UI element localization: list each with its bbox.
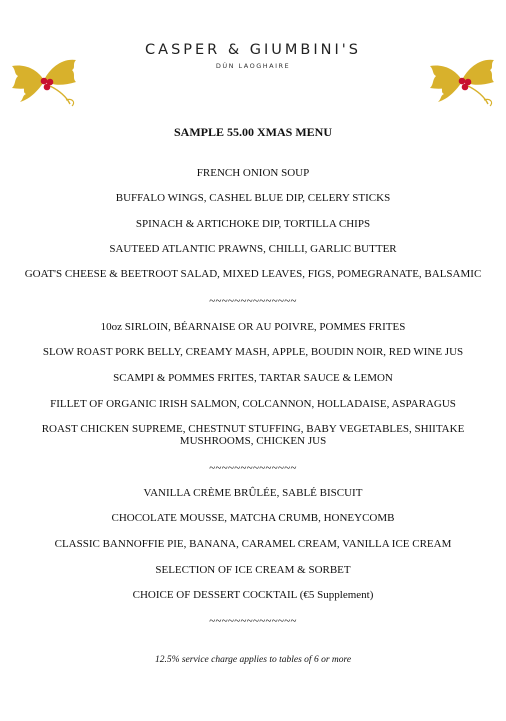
section-separator: ~~~~~~~~~~~~~~	[209, 615, 297, 627]
menu-item: FILLET OF ORGANIC IRISH SALMON, COLCANNON, HOLLADAISE, ASPARAGUS	[50, 398, 456, 410]
menu-item: CHOICE OF DESSERT COCKTAIL (€5 Supplement)	[132, 589, 374, 601]
menu-item: CLASSIC BANNOFFIE PIE, BANANA, CARAMEL CREAM, VANILLA ICE CREAM	[54, 538, 452, 550]
section-separator: ~~~~~~~~~~~~~~	[209, 295, 297, 307]
menu-item: ROAST CHICKEN SUPREME, CHESTNUT STUFFING, BABY VEGETABLES, SHIITAKE MUSHROOMS, CHICKEN JUS	[41, 423, 465, 447]
menu-item: VANILLA CRÈME BRÛLÉE, SABLÉ BISCUIT	[143, 487, 363, 499]
menu-item: SPINACH & ARTICHOKE DIP, TORTILLA CHIPS	[135, 218, 371, 230]
holly-icon	[424, 50, 502, 112]
menu-item: CHOCOLATE MOUSSE, MATCHA CRUMB, HONEYCOMB	[111, 512, 395, 524]
restaurant-location: DÚN LAOGHAIRE	[215, 62, 291, 70]
menu-item: SAUTEED ATLANTIC PRAWNS, CHILLI, GARLIC BUTTER	[109, 243, 397, 255]
logo	[122, 0, 384, 100]
holly-icon	[6, 50, 84, 112]
menu-item: FRENCH ONION SOUP	[196, 167, 310, 179]
menu-item: 10oz SIRLOIN, BÉARNAISE OR AU POIVRE, POMMES FRITES	[100, 321, 406, 333]
menu-item: GOAT'S CHEESE & BEETROOT SALAD, MIXED LEAVES, FIGS, POMEGRANATE, BALSAMIC	[24, 268, 482, 280]
menu-item: SLOW ROAST PORK BELLY, CREAMY MASH, APPLE, BOUDIN NOIR, RED WINE JUS	[42, 346, 464, 358]
menu-item: SCAMPI & POMMES FRITES, TARTAR SAUCE & LEMON	[113, 372, 393, 384]
menu-item: SELECTION OF ICE CREAM & SORBET	[155, 564, 351, 576]
restaurant-name: CASPER & GIUMBINI'S	[145, 42, 361, 58]
section-separator: ~~~~~~~~~~~~~~	[209, 462, 297, 474]
menu-title: SAMPLE 55.00 XMAS MENU	[174, 125, 332, 139]
menu-item: BUFFALO WINGS, CASHEL BLUE DIP, CELERY STICKS	[115, 192, 391, 204]
service-charge-note: 12.5% service charge applies to tables of 6 or more	[154, 655, 352, 665]
